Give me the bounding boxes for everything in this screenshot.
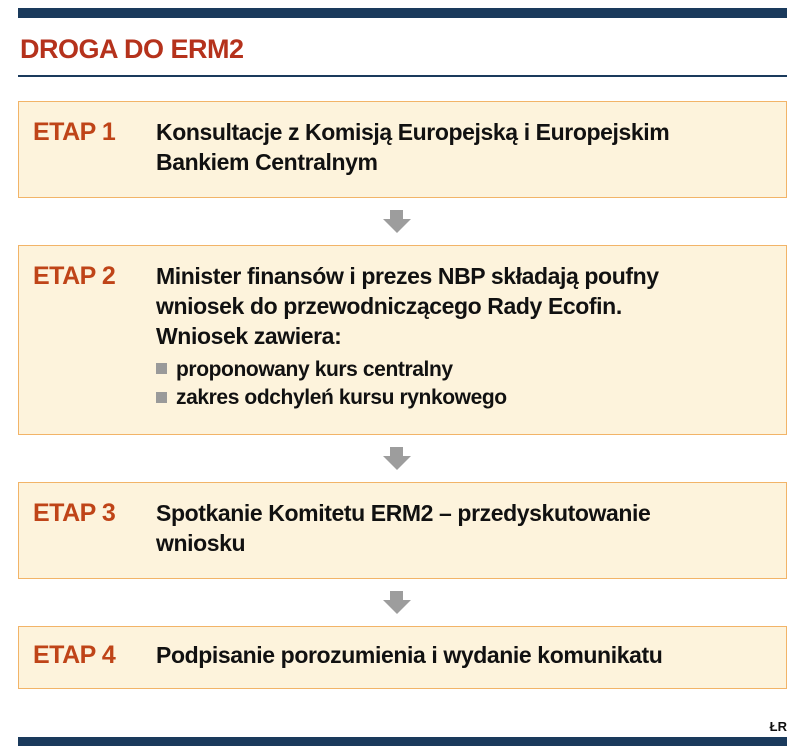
bullet-text: proponowany kurs centralny xyxy=(176,357,453,381)
stage-label: ETAP 1 xyxy=(33,118,116,146)
stage-box-4 xyxy=(18,626,787,689)
stage-text: Minister finansów i prezes NBP składają poufny wniosek do przewodniczącego Rady Ecofin. Wniosek zawiera: xyxy=(156,263,659,349)
stage-label: ETAP 4 xyxy=(33,641,116,669)
bullet-square-icon xyxy=(156,392,167,403)
arrow-stem xyxy=(390,210,403,219)
arrow-stem xyxy=(390,591,403,600)
arrow-head xyxy=(383,456,411,470)
stage-box-2 xyxy=(18,245,787,435)
stage-box-3 xyxy=(18,482,787,579)
bullet-item xyxy=(156,356,716,384)
arrow-head xyxy=(383,219,411,233)
down-arrow-icon xyxy=(6,210,787,233)
stage-text: Konsultacje z Komisją Europejską i Europejskim Bankiem Centralnym xyxy=(156,119,670,175)
stage-text: Spotkanie Komitetu ERM2 – przedyskutowanie wniosku xyxy=(156,500,651,556)
bottom-bar xyxy=(18,737,787,746)
bullet-item xyxy=(156,384,716,412)
arrow-stem xyxy=(390,447,403,456)
credit-label: ŁR xyxy=(769,719,787,734)
title-rule xyxy=(18,75,787,77)
bullet-text: zakres odchyleń kursu rynkowego xyxy=(176,386,507,410)
content-column xyxy=(18,8,787,689)
bullet-square-icon xyxy=(156,363,167,374)
stage-text: Podpisanie porozumienia i wydanie komunikatu xyxy=(156,642,663,668)
down-arrow-icon xyxy=(6,447,787,470)
bullet-list xyxy=(156,356,716,413)
down-arrow-icon xyxy=(6,591,787,614)
arrow-head xyxy=(383,600,411,614)
stage-label: ETAP 3 xyxy=(33,499,116,527)
top-bar xyxy=(18,8,787,18)
page-title: DROGA DO ERM2 xyxy=(20,34,244,64)
stage-body xyxy=(156,262,716,412)
stage-box-1 xyxy=(18,101,787,198)
stage-label: ETAP 2 xyxy=(33,262,116,290)
